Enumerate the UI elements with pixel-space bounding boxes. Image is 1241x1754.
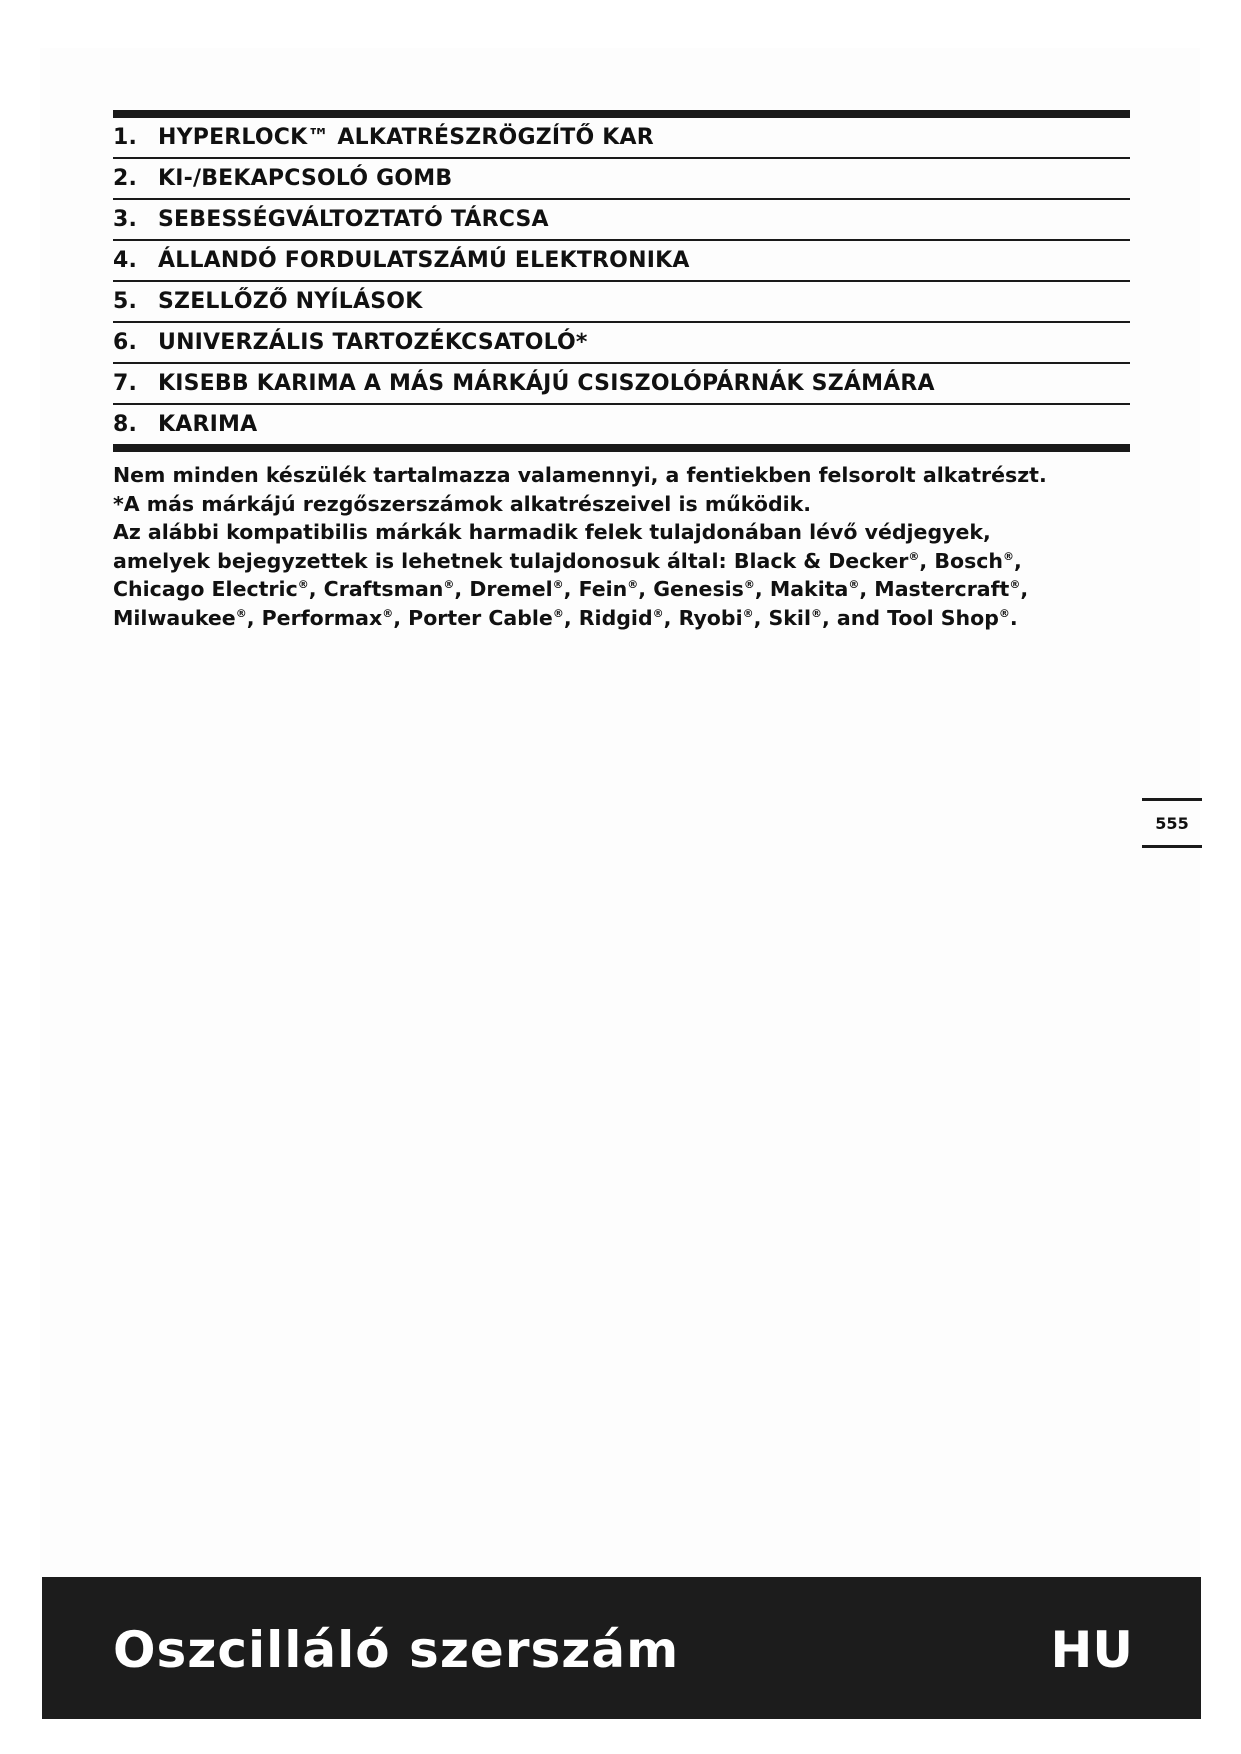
registered-mark: ® (443, 578, 455, 592)
brand-separator: , (754, 577, 770, 601)
registered-mark: ® (908, 549, 920, 563)
parts-label: ÁLLANDÓ FORDULATSZÁMÚ ELEKTRONIKA (158, 248, 690, 273)
brand-name: Skil (768, 605, 811, 630)
brand-separator: , (454, 577, 470, 601)
parts-number: 1. (113, 125, 138, 150)
registered-mark: ® (743, 578, 755, 592)
parts-label: KI-/BEKAPCSOLÓ GOMB (158, 166, 453, 191)
brand-name: Mastercraft (874, 577, 1010, 601)
note-line (113, 575, 1130, 604)
brand-name: Genesis (653, 577, 744, 601)
brand-name: Tool Shop (887, 605, 999, 630)
registered-mark: ® (848, 578, 860, 592)
registered-mark: ® (1009, 578, 1021, 592)
parts-number: 2. (113, 166, 138, 191)
parts-number: 6. (113, 330, 138, 355)
page-number: 555 (1142, 798, 1202, 848)
conjunction: and (836, 605, 888, 630)
registered-mark: ® (235, 606, 247, 620)
brand-name: Bosch (934, 548, 1004, 573)
note-text: amelyek bejegyzettek is lehetnek tulajdonosuk által: (113, 548, 734, 573)
parts-row (113, 159, 1130, 200)
parts-number: 7. (113, 371, 138, 396)
parts-label: KISEBB KARIMA A MÁS MÁRKÁJÚ CSISZOLÓPÁRNÁK SZÁMÁRA (158, 371, 935, 396)
brand-separator: , (563, 577, 579, 601)
brand-name: Ridgid (578, 605, 653, 630)
registered-mark: ® (297, 578, 309, 592)
parts-row (113, 118, 1130, 159)
parts-row (113, 200, 1130, 241)
registered-mark: ® (810, 606, 822, 620)
brand-separator: , (393, 605, 409, 630)
brand-separator: , (919, 548, 935, 573)
parts-number: 5. (113, 289, 138, 314)
footer-bar (42, 1577, 1201, 1719)
brand-name: Craftsman (323, 577, 444, 601)
parts-row (113, 405, 1130, 444)
brand-separator: , (753, 605, 769, 630)
parts-label: KARIMA (158, 412, 258, 437)
parts-number: 8. (113, 412, 138, 437)
brand-name: Performax (261, 605, 383, 630)
parts-label: UNIVERZÁLIS TARTOZÉKCSATOLÓ* (158, 330, 588, 355)
brand-separator: , (859, 577, 875, 601)
brand-separator: , (663, 605, 679, 630)
brand-name: Porter Cable (408, 605, 553, 630)
brand-separator: , (308, 577, 324, 601)
brand-name: Black & Decker (733, 548, 909, 573)
parts-row (113, 323, 1130, 364)
registered-mark: ® (627, 578, 639, 592)
brand-name: Makita (769, 577, 849, 601)
parts-label: HYPERLOCK™ ALKATRÉSZRÖGZÍTŐ KAR (158, 125, 654, 150)
note-line: Az alábbi kompatibilis márkák harmadik felek tulajdonában lévő védjegyek, (113, 520, 991, 544)
note-line: Nem minden készülék tartalmazza valamennyi, a fentiekben felsorolt alkatrészt. (113, 463, 1047, 487)
parts-number: 4. (113, 248, 138, 273)
language-code: HU (1050, 1621, 1133, 1679)
parts-row (113, 282, 1130, 323)
parts-list (113, 110, 1130, 452)
brand-name: Ryobi (678, 605, 743, 630)
parts-label: SEBESSÉGVÁLTOZTATÓ TÁRCSA (158, 207, 549, 232)
registered-mark: ® (382, 606, 394, 620)
brand-separator: , (821, 605, 837, 630)
registered-mark: ® (742, 606, 754, 620)
sentence-end: . (1009, 605, 1018, 630)
brand-name: Chicago Electric (113, 577, 298, 601)
brand-name: Fein (578, 577, 628, 601)
brand-separator: , (638, 577, 654, 601)
note-line (113, 547, 1130, 576)
brand-separator: , (563, 605, 579, 630)
parts-row (113, 241, 1130, 282)
registered-mark: ® (652, 606, 664, 620)
note-line: *A más márkájú rezgőszerszámok alkatrészeivel is működik. (113, 491, 812, 516)
brand-name: Dremel (469, 577, 553, 601)
registered-mark: ® (552, 578, 564, 592)
parts-label: SZELLŐZŐ NYÍLÁSOK (158, 289, 423, 314)
brand-separator: , (1020, 577, 1029, 601)
registered-mark: ® (552, 606, 564, 620)
parts-row (113, 364, 1130, 405)
brand-name: Milwaukee (113, 605, 236, 630)
note-line (113, 604, 1130, 633)
brand-separator: , (1014, 548, 1022, 573)
footer-title: Oszcilláló szerszám (113, 1621, 680, 1679)
brand-separator: , (246, 605, 262, 630)
parts-number: 3. (113, 207, 138, 232)
registered-mark: ® (998, 606, 1010, 620)
notes-block (113, 461, 1130, 632)
registered-mark: ® (1003, 549, 1015, 563)
